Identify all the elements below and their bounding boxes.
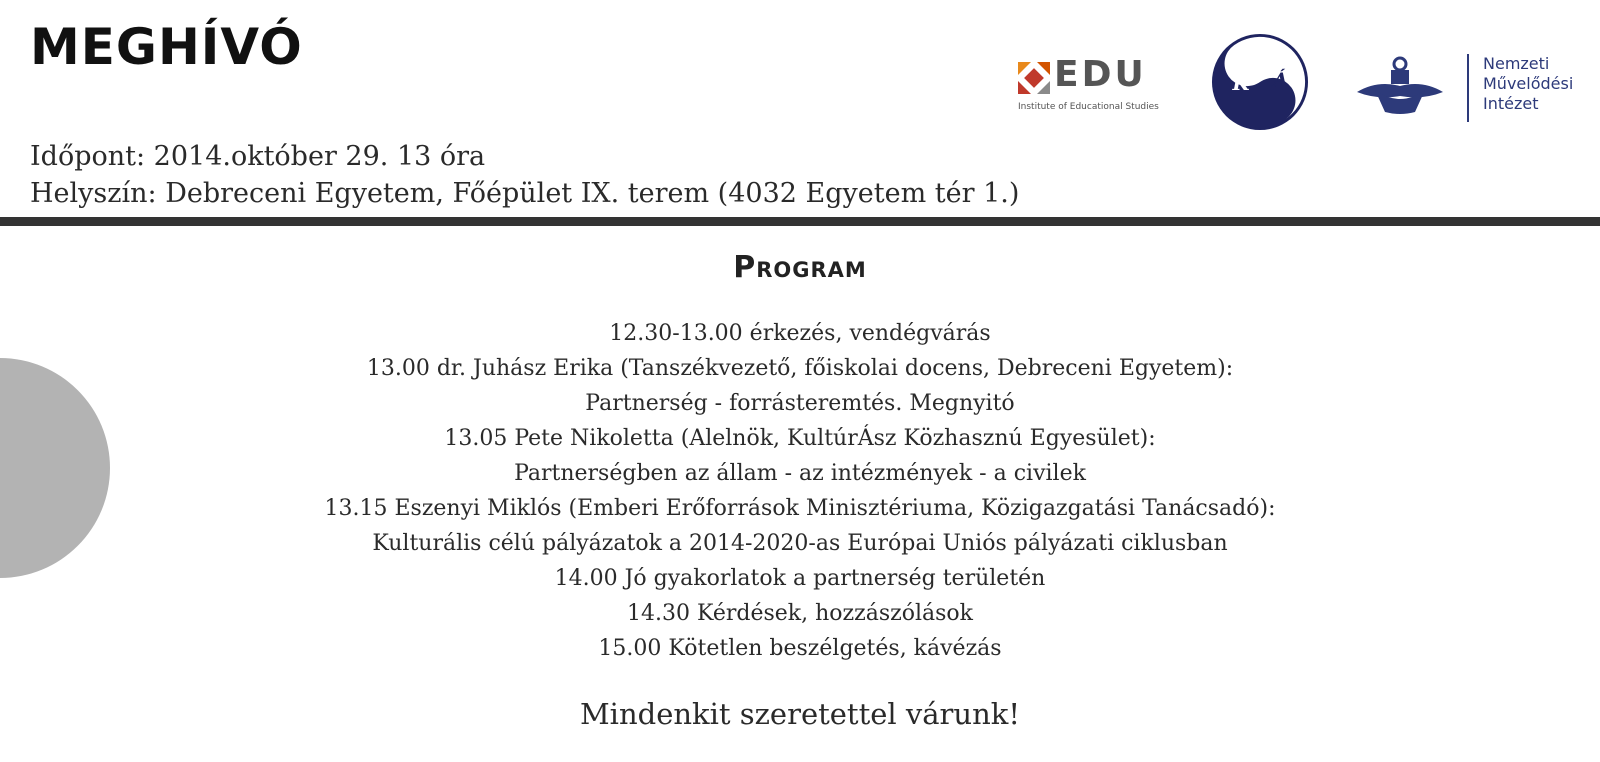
program-line: 13.00 dr. Juhász Erika (Tanszékvezető, főiskolai docens, Debreceni Egyetem): bbox=[366, 356, 1234, 381]
closing-message: Mindenkit szeretettel várunk! bbox=[579, 697, 1020, 731]
nmi-line: Intézet bbox=[1483, 94, 1539, 113]
edu-mark-icon bbox=[1018, 62, 1050, 94]
program-line: 14.30 Kérdések, hozzászólások bbox=[627, 601, 973, 626]
ka-logo bbox=[1211, 33, 1309, 131]
edu-logo bbox=[1018, 30, 1159, 112]
page-title: MEGHÍVÓ bbox=[30, 18, 303, 76]
divider-rule bbox=[0, 217, 1600, 226]
ka-letter-k: K bbox=[1232, 71, 1250, 95]
program-line: 13.15 Eszenyi Miklós (Emberi Erőforrások Minisztériuma, Közigazgatási Tanácsadó): bbox=[324, 496, 1276, 521]
program-line: 14.00 Jó gyakorlatok a partnerség területén bbox=[554, 566, 1046, 591]
program-heading: Program bbox=[733, 250, 867, 285]
program-line: Partnerségben az állam - az intézmények - a civilek bbox=[514, 461, 1086, 486]
event-place: Helyszín: Debreceni Egyetem, Főépület IX. terem (4032 Egyetem tér 1.) bbox=[30, 178, 1020, 209]
nmi-logo-text bbox=[1483, 54, 1573, 114]
program-line: 12.30-13.00 érkezés, vendégvárás bbox=[609, 321, 991, 346]
program-list bbox=[0, 316, 1600, 666]
edu-logo-subtitle: Institute of Educational Studies bbox=[1018, 102, 1159, 112]
program-line: 15.00 Kötetlen beszélgetés, kávézás bbox=[598, 636, 1002, 661]
nmi-divider bbox=[1467, 54, 1469, 122]
crown-emblem-icon bbox=[1355, 56, 1445, 116]
nmi-line: Nemzeti bbox=[1483, 54, 1550, 73]
event-time: Időpont: 2014.október 29. 13 óra bbox=[30, 141, 486, 172]
ka-letter-a: Á bbox=[1272, 68, 1288, 92]
yin-yang-icon bbox=[1211, 33, 1309, 131]
nmi-line: Művelődési bbox=[1483, 74, 1574, 93]
program-line: Partnerség - forrásteremtés. Megnyitó bbox=[585, 391, 1015, 416]
program-line: Kulturális célú pályázatok a 2014-2020-as Európai Uniós pályázati ciklusban bbox=[372, 531, 1228, 556]
nmi-logo bbox=[1355, 52, 1585, 124]
event-info bbox=[30, 138, 1019, 212]
program-line: 13.05 Pete Nikoletta (Alelnök, KultúrÁsz Közhasznú Egyesület): bbox=[444, 426, 1156, 451]
edu-logo-word: EDU bbox=[1054, 54, 1147, 95]
